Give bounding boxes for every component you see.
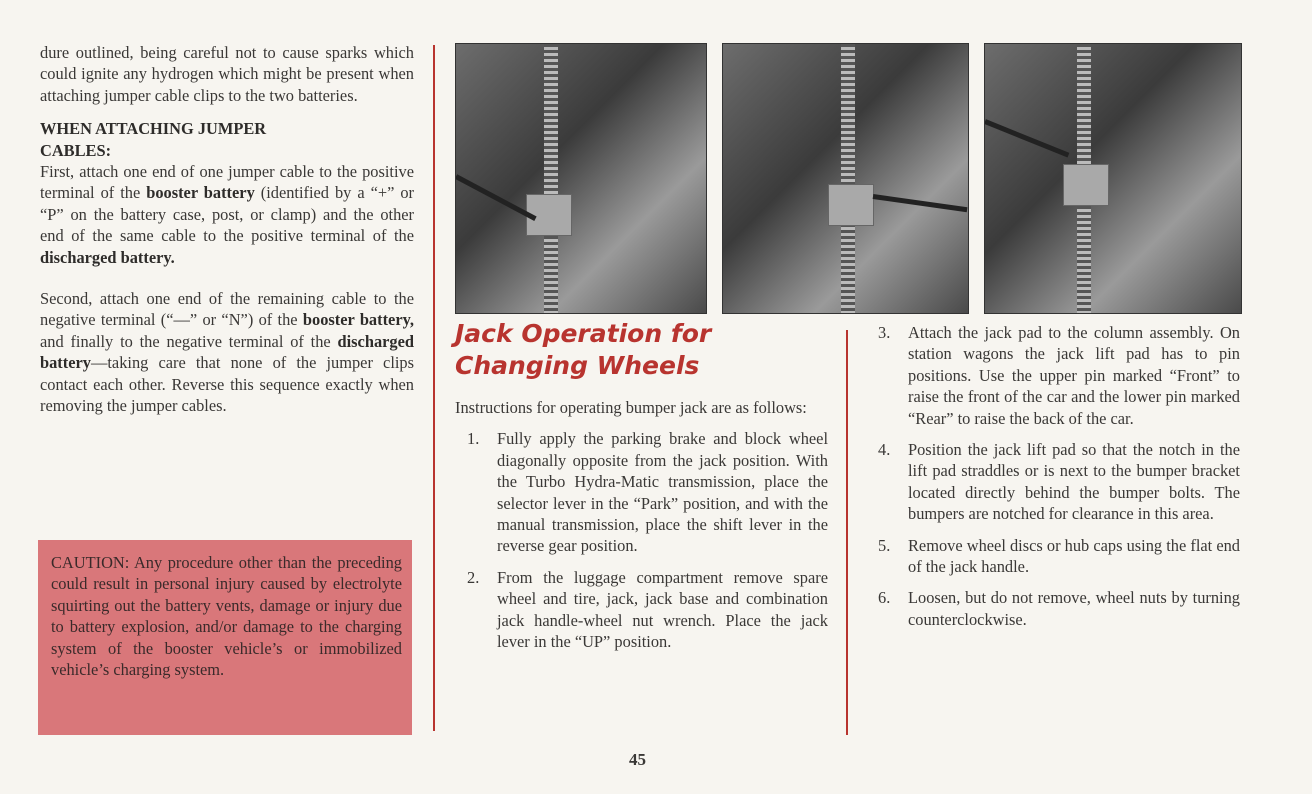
column-divider-right — [846, 330, 848, 735]
list-item: 3. Attach the jack pad to the column assembly. On station wagons the jack lift pad has to pin positions. Use the upper pin marked “Front” to raise the front of the car and the lower pin marked “Rear” to raise the back of the car. — [878, 323, 1240, 428]
intro-paragraph: dure outlined, being careful not to cause sparks which could ignite any hydrogen which might be present when attaching jumper cable clips to the two batteries. — [40, 43, 414, 105]
left-column — [40, 42, 414, 417]
subheading: WHEN ATTACHING JUMPER CABLES: — [40, 119, 267, 160]
photo-jack-front-bumper — [455, 43, 707, 314]
right-column — [866, 322, 1240, 640]
list-item: 5. Remove wheel discs or hub caps using the flat end of the jack handle. — [878, 535, 1240, 577]
list-item: 6. Loosen, but do not remove, wheel nuts by turning counterclockwise. — [878, 588, 1240, 629]
page-number: 45 — [629, 750, 646, 769]
steps-list-right — [866, 322, 1240, 630]
photo-jack-bumper-side — [722, 43, 969, 314]
paragraph-first: First, attach one end of one jumper cable to the positive terminal of the booster battery (identified by a “+” or “P” on the battery case, post, or clamp) and the other end of the same cable to the positive terminal of the discharged battery. — [40, 162, 415, 267]
list-item: 1. Fully apply the parking brake and block wheel diagonally opposite from the jack position. With the Turbo Hydra-Matic transmission, place the selector lever in the “Park” position, and with the manual transmission, place the shift lever in the reverse gear position. — [467, 429, 828, 556]
jack-intro: Instructions for operating bumper jack are as follows: — [455, 398, 807, 417]
steps-list-middle — [455, 428, 828, 652]
list-item: 2. From the luggage compartment remove spare wheel and tire, jack, jack base and combination jack handle-wheel nut wrench. Place the jack lever in the “UP” position. — [467, 567, 828, 652]
list-item: 4. Position the jack lift pad so that the notch in the lift pad straddles or is next to the bumper bracket located directly behind the bumper bolts. The bumpers are notched for clearance in this area. — [878, 440, 1240, 524]
section-heading: Jack Operation for Changing Wheels — [455, 319, 712, 380]
photo-jack-rear-bumper — [984, 43, 1242, 314]
caution-text: CAUTION: Any procedure other than the preceding could result in personal injury caused by electrolyte squirting out the battery vents, damage or injury due to battery explosion, and/or damage to the charging system of the booster vehicle’s or immobilized vehicle’s charging system. — [51, 553, 402, 680]
paragraph-second: Second, attach one end of the remaining cable to the negative terminal (“—” or “N”) of the booster battery, and finally to the negative terminal of the discharged battery—taking care that none of the jumper clips contact each other. Reverse this sequence exactly when removing the jumper cables. — [40, 289, 414, 416]
middle-column — [455, 397, 828, 662]
caution-box — [38, 540, 412, 735]
column-divider-left — [433, 45, 435, 731]
